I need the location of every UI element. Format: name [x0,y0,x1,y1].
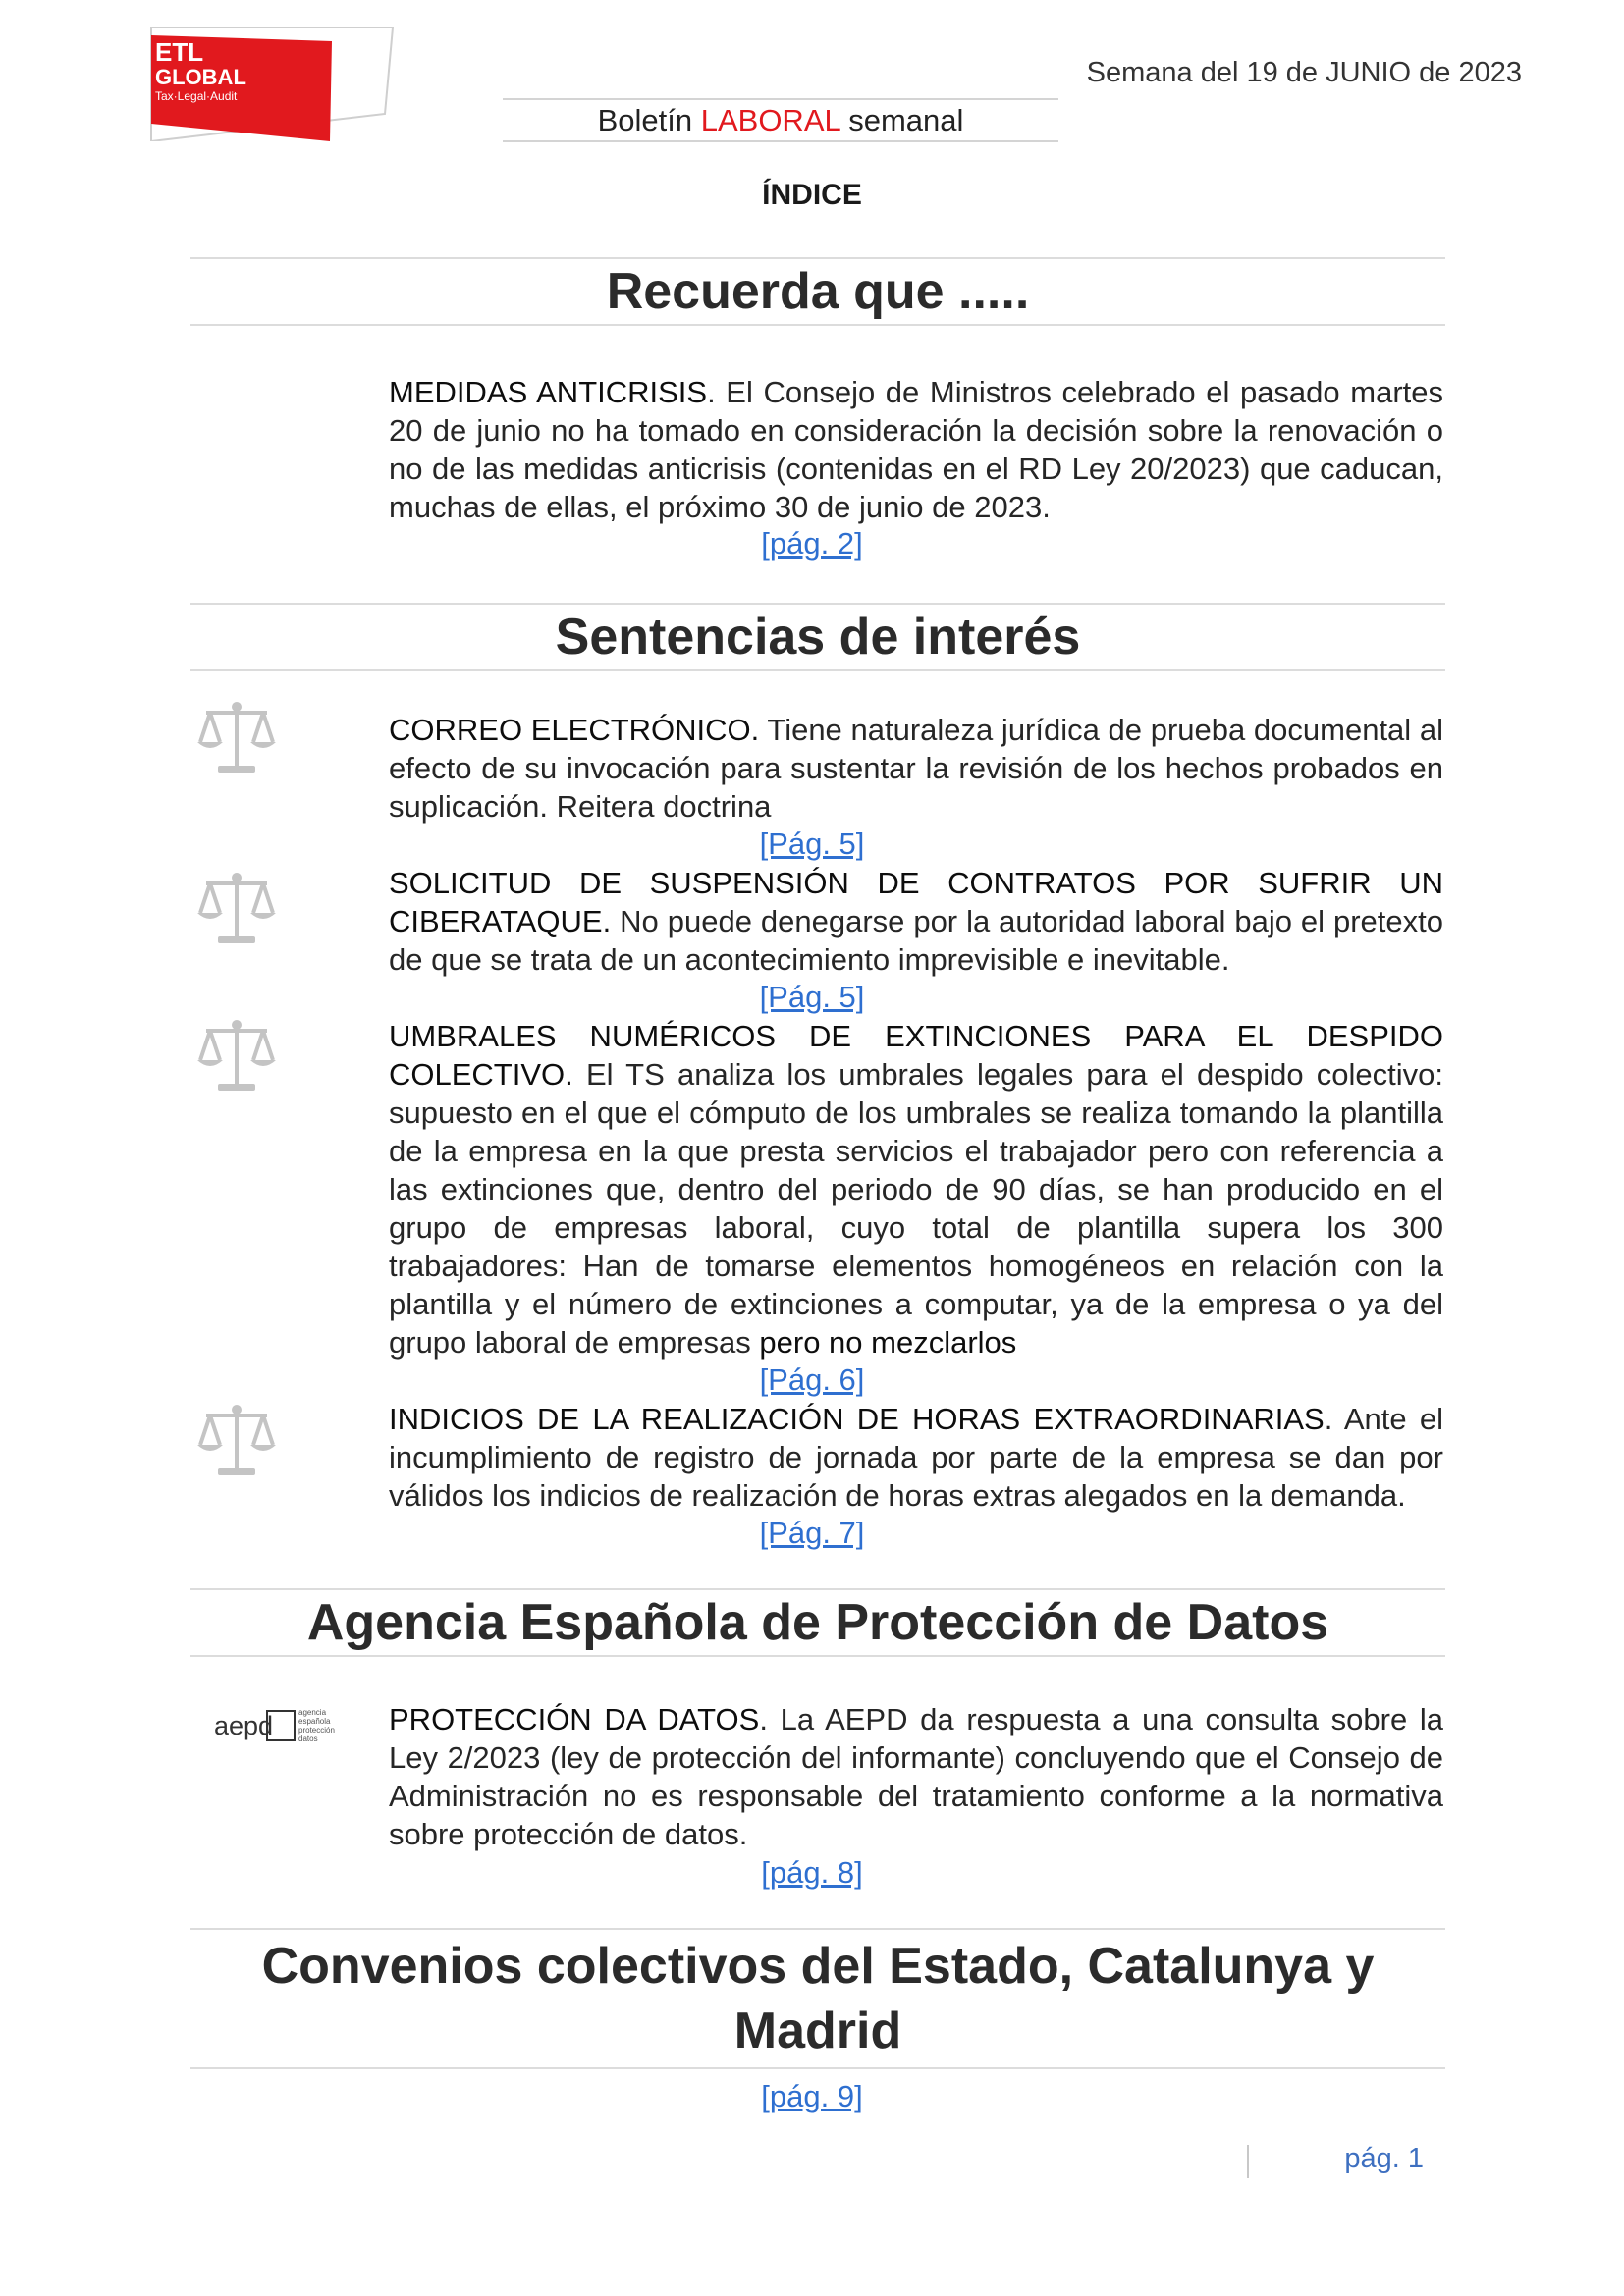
svg-text:aepd: aepd [214,1711,274,1740]
week-date: Semana del 19 de JUNIO de 2023 [1086,57,1522,88]
svg-text:Tax·Legal·Audit: Tax·Legal·Audit [155,89,238,103]
svg-text:ETL: ETL [155,37,204,67]
svg-text:GLOBAL: GLOBAL [155,65,246,89]
entry-correo-electronico: CORREO ELECTRÓNICO. Tiene naturaleza jurídica de prueba documental al efecto de su invocación para sustentar la revisión de los hechos probados en suplicación. Reitera doctrina [389,713,1443,824]
entry-suspension-contratos: SOLICITUD DE SUSPENSIÓN DE CONTRATOS POR SUFRIR UN CIBERATAQUE. No puede denegarse por la autoridad laboral bajo el pretexto de que se trata de un acontecimiento imprevisible e inevitable. [389,866,1443,977]
page-link-9[interactable]: [pág. 9] [761,2079,863,2113]
entry-proteccion-datos: PROTECCIÓN DA DATOS. La AEPD da respuesta a una consulta sobre la Ley 2/2023 (ley de protección del informante) concluyendo que el Consejo de Administración no es responsable del tratamiento conforme a la normativa sobre protección de datos. [389,1702,1443,1851]
scales-of-justice-icon [194,1017,279,1095]
section-title-recuerda: Recuerda que ..... [190,257,1445,326]
page-link-2[interactable]: [pág. 2] [761,526,863,561]
section-title-aepd: Agencia Española de Protección de Datos [190,1588,1445,1657]
page-link-6[interactable]: [Pág. 6] [759,1362,865,1397]
entry-medidas-anticrisis: MEDIDAS ANTICRISIS. El Consejo de Ministros celebrado el pasado martes 20 de junio no ha tomado en consideración la decisión sobre la renovación o no de las medidas anticrisis (contenidas en el RD Ley 20/2023) que caducan, muchas de ellas, el próximo 30 de junio de 2023. [389,375,1443,524]
scales-of-justice-icon [194,1402,279,1480]
aepd-logo [210,1703,348,1748]
etl-global-logo [147,26,405,141]
svg-text:protección: protección [298,1726,335,1735]
svg-text:datos: datos [298,1735,318,1743]
page-link-8[interactable]: [pág. 8] [761,1855,863,1890]
entry-horas-extraordinarias: INDICIOS DE LA REALIZACIÓN DE HORAS EXTRAORDINARIAS. Ante el incumplimiento de registro de jornada por parte de la empresa se dan por válidos los indicios de realización de horas extras alegados en la demanda. [389,1402,1443,1513]
scales-of-justice-icon [194,870,279,948]
page-link-5b[interactable]: [Pág. 5] [759,980,865,1014]
entry-umbrales-despido-colectivo: UMBRALES NUMÉRICOS DE EXTINCIONES PARA EL DESPIDO COLECTIVO. El TS analiza los umbrales legales para el despido colectivo: supuesto en el que el cómputo de los umbrales se realiza tomando la plantilla de la empresa en la que presta servicios el trabajador pero con referencia a las extinciones que, dentro del periodo de 90 días, se han producido en el grupo de empresas laboral, cuyo total de plantilla supera los 300 trabajadores: Han de tomarse elementos homogéneos en relación con la plantilla y el número de extinciones a computar, ya de la empresa o ya del grupo laboral de empresas pero no mezclarlos [389,1019,1443,1360]
page-number: pág. 1 [1344,2143,1424,2174]
svg-text:agencia: agencia [298,1708,327,1717]
index-title: ÍNDICE [762,179,862,211]
footer-divider [1247,2145,1249,2178]
page-link-7[interactable]: [Pág. 7] [759,1516,865,1550]
scales-of-justice-icon [194,699,279,777]
bulletin-title: Boletín LABORAL semanal [503,98,1058,142]
svg-text:española: española [298,1717,331,1726]
section-title-convenios: Convenios colectivos del Estado, Catalunya y Madrid [190,1928,1445,2069]
page-link-5a[interactable]: [Pág. 5] [759,827,865,861]
section-title-sentencias: Sentencias de interés [190,603,1445,671]
